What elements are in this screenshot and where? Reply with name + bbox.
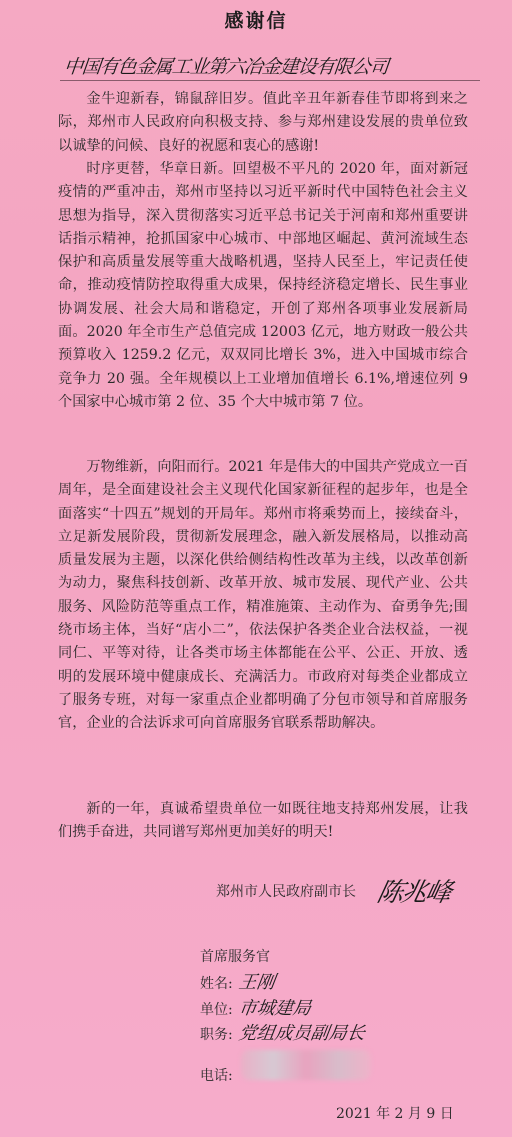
unit-value-handwritten: 市城建局 [237, 998, 312, 1019]
phone-redacted [241, 1050, 371, 1080]
post-label: 职务: [200, 1027, 233, 1043]
post-value-handwritten: 党组成员副局长 [237, 1023, 366, 1044]
name-label: 姓名: [200, 976, 233, 992]
name-value-handwritten: 王刚 [237, 972, 276, 993]
paragraph-closing: 新的一年，真诚希望贵单位一如既往地支持郑州发展，让我们携手奋进，共同谱写郑州更加美好的明天! [58, 801, 468, 841]
service-officer-title: 首席服务官 [200, 949, 270, 965]
signature-handwritten: 陈兆峰 [374, 878, 453, 908]
paragraph-2020-review: 时序更替，华章日新。回望极不平凡的 2020 年，面对新冠疫情的严重冲击，郑州市坚持以习近平新时代中国特色社会主义思想为指导，深入贯彻落实习近平总书记关于河南和郑州重要讲话指示精神，抢抓国家中心城市、中部地区崛起、黄河流域生态保护和高质量发展等重大战略机遇，坚持人民至上，牢记责任使命，推动疫情防控取得重大成果，保持经济稳定增长、民生事业协调发展、社会大局和谐稳定，开创了郑州各项事业发展新局面。2020 年全市生产总值完成 12003 亿元，地方财政一般公共预算收入 1259.2 亿元，双双同比增长 3%，进入中国城市综合竞争力 20 强。全年规模以上工业增加值增长 6.1%,增速位列 9 个国家中心城市第 2 位、35 个大中城市第 7 位。 [58, 161, 468, 410]
letter-date: 2021 年 2 月 9 日 [336, 1106, 454, 1122]
signer-office: 郑州市人民政府副市长 [216, 884, 356, 900]
paragraph-greeting: 金牛迎新春，锦鼠辞旧岁。值此辛丑年新春佳节即将到来之际，郑州市人民政府向积极支持、参与郑州建设发展的贵单位致以诚挚的问候、良好的祝愿和衷心的感谢! [58, 91, 468, 154]
letter-title: 感谢信 [224, 10, 288, 32]
recipient-underline [60, 80, 480, 81]
recipient-handwritten: 中国有色金属工业第六冶金建设有限公司 [62, 56, 390, 78]
service-officer-phone-row [200, 1050, 371, 1085]
service-officer-unit-row [200, 994, 311, 1020]
phone-label: 电话: [200, 1068, 233, 1084]
unit-label: 单位: [200, 1002, 233, 1018]
paragraph-2021-outlook: 万物维新，向阳而行。2021 年是伟大的中国共产党成立一百周年，是全面建设社会主义现代化国家新征程的起步年，也是全面落实“十四五”规划的开局年。郑州市将乘势而上，接续奋斗，立足新发展阶段，贯彻新发展理念，融入新发展格局，以推动高质量发展为主题，以深化供给侧结构性改革为主线，以改革创新为动力，聚焦科技创新、改革开放、城市发展、现代产业、公共服务、风险防范等重点工作，精准施策、主动作为、奋勇争先;围绕市场主体，当好“店小二”，依法保护各类企业合法权益，一视同仁、平等对待，让各类市场主体都能在公平、公正、开放、透明的发展环境中健康成长、充满活力。市政府对每类企业都成立了服务专班，对每一家重点企业都明确了分包市领导和首席服务官，企业的合法诉求可向首席服务官联系帮助解决。 [58, 459, 468, 732]
service-officer-name-row [200, 968, 275, 994]
service-officer-post-row [200, 1019, 365, 1045]
